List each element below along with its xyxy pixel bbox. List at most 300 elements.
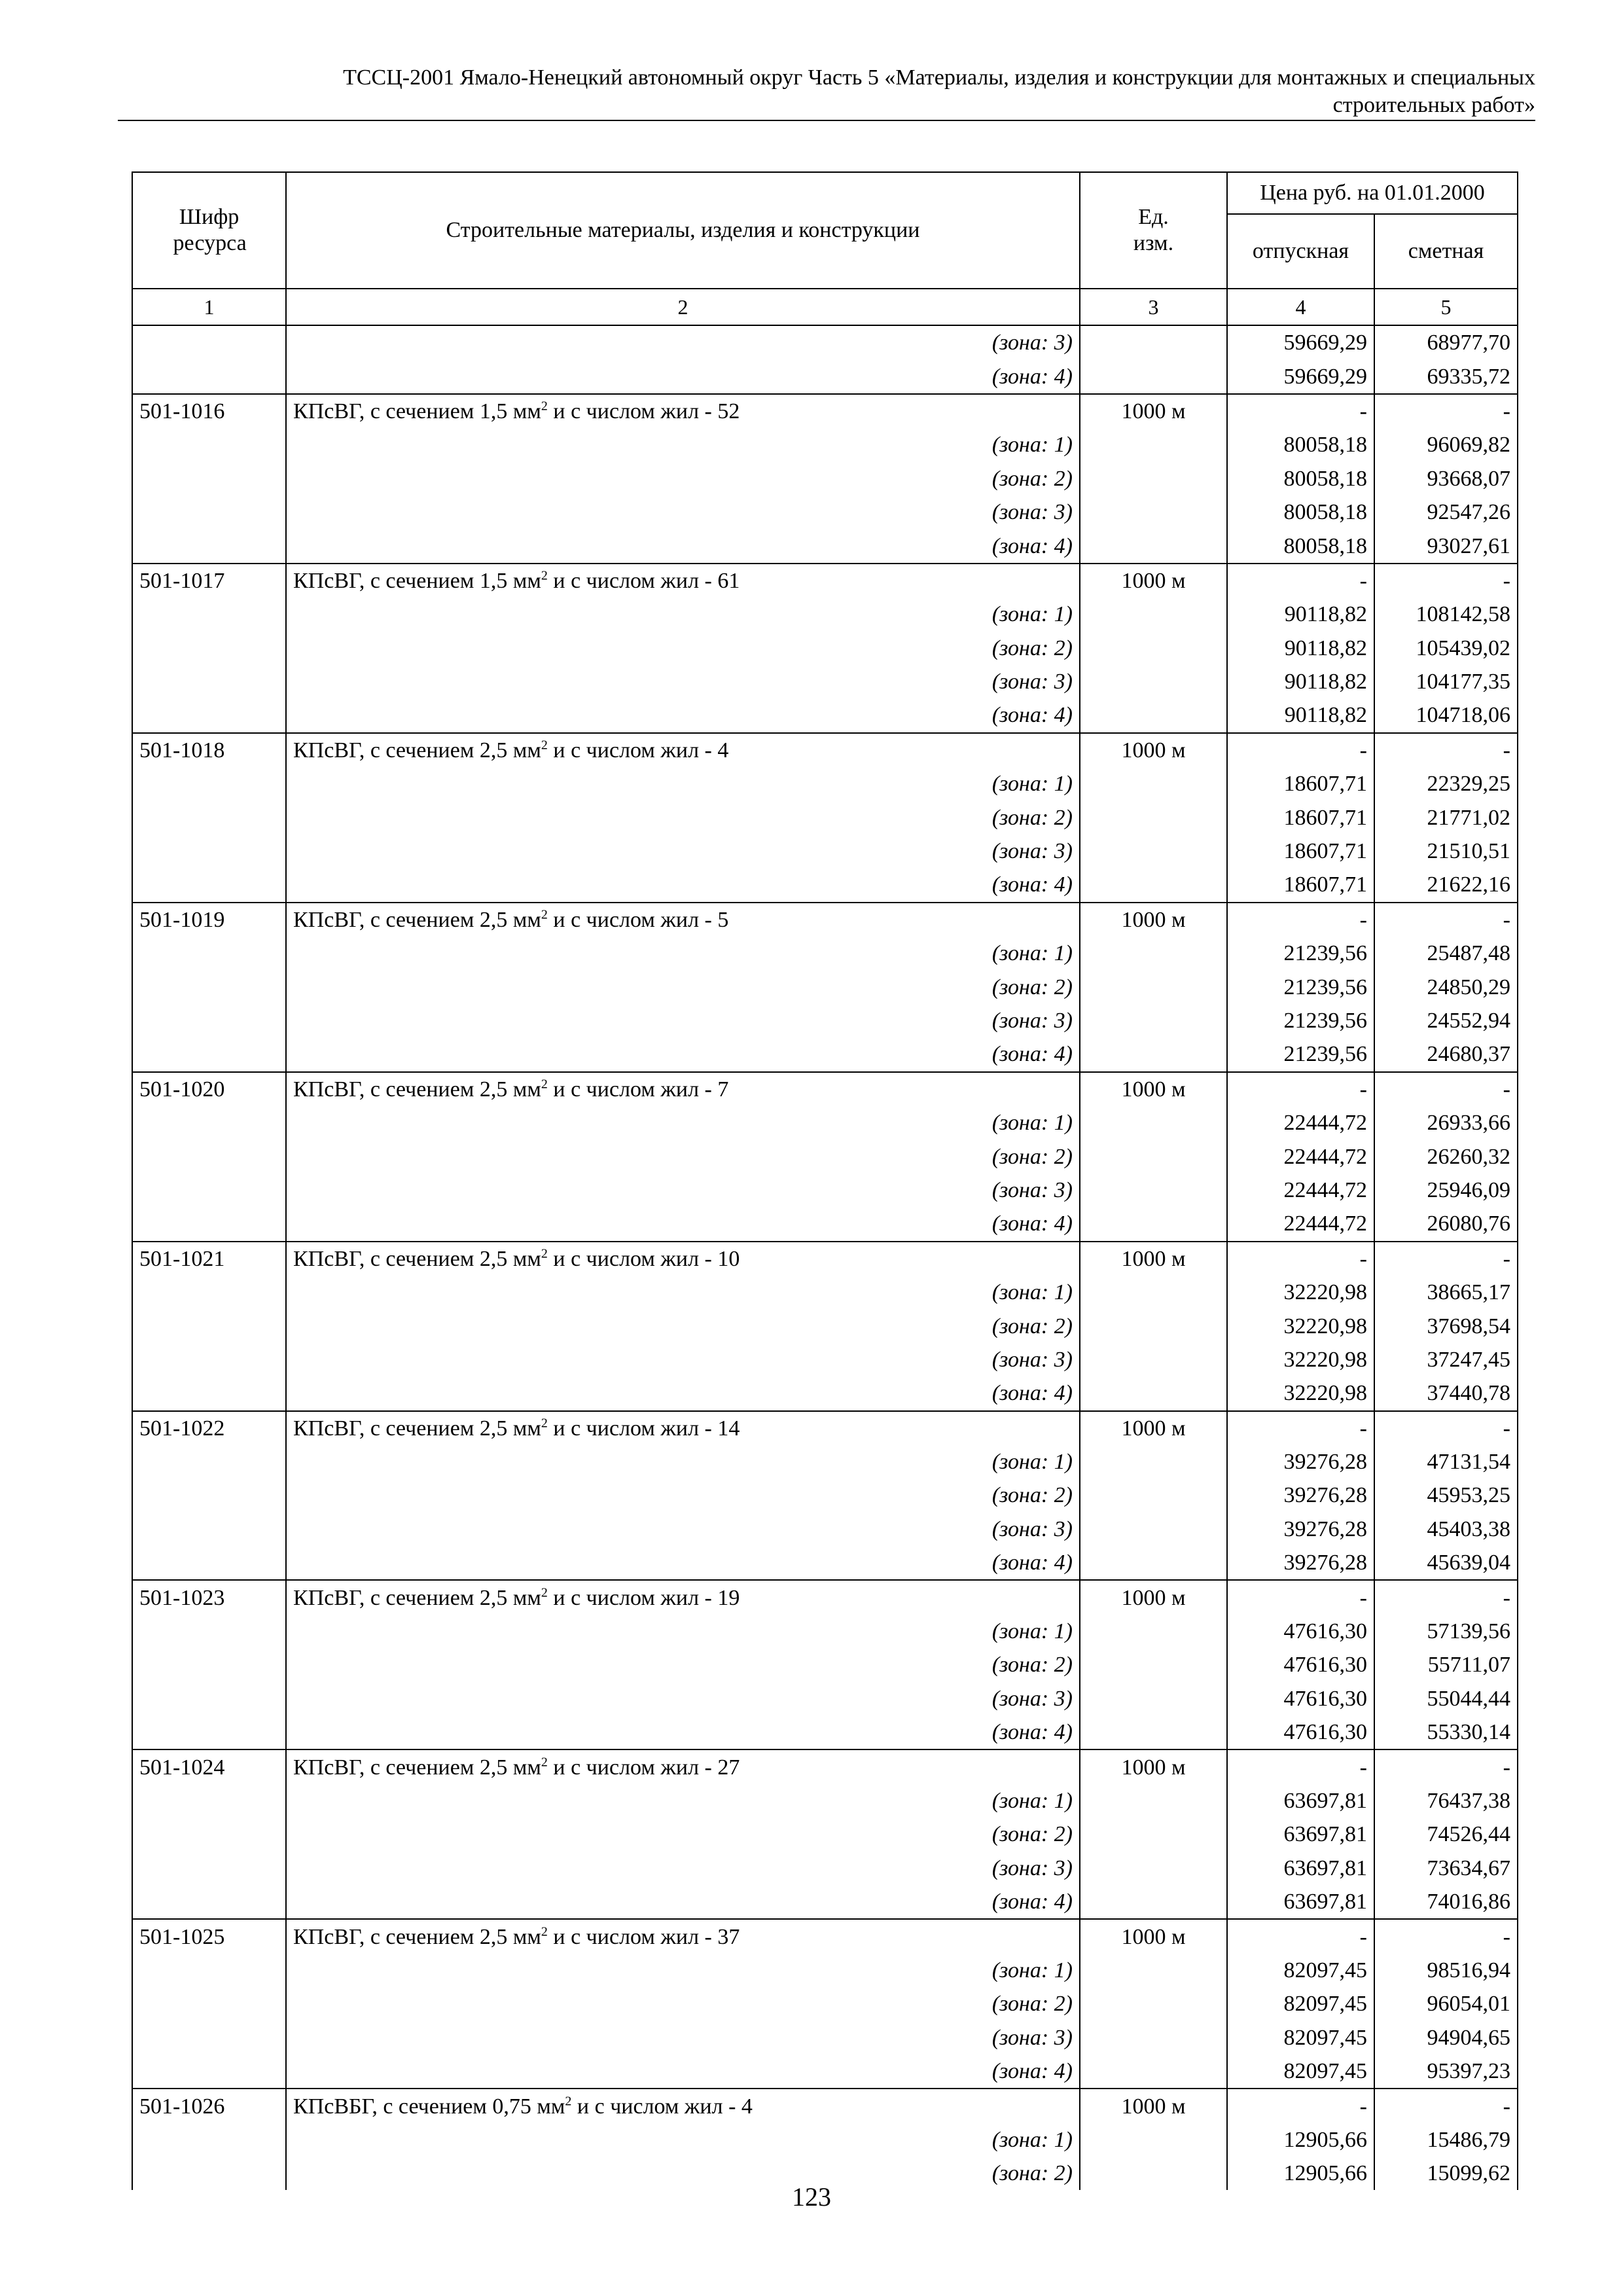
release-price: - — [1227, 1919, 1374, 1953]
zone-label: (зона: 4) — [286, 698, 1080, 732]
table-header — [132, 172, 1518, 325]
unit-empty — [1080, 1445, 1227, 1479]
material-name — [286, 1919, 1080, 1953]
table-row-zone — [132, 1987, 1518, 2020]
zone-label: (зона: 1) — [286, 428, 1080, 461]
release-price: 21239,56 — [1227, 1004, 1374, 1037]
material-name-suffix: и с числом жил - 14 — [547, 1416, 740, 1441]
release-price: 18607,71 — [1227, 800, 1374, 834]
zone-label: (зона: 2) — [286, 970, 1080, 1003]
resource-code-empty — [132, 1954, 286, 1987]
table-row-item — [132, 2089, 1518, 2123]
zone-label: (зона: 4) — [286, 1207, 1080, 1241]
table-row-zone — [132, 462, 1518, 495]
material-name-suffix: и с числом жил - 10 — [547, 1246, 740, 1271]
table-row-zone — [132, 1309, 1518, 1342]
table-row-zone — [132, 2021, 1518, 2054]
unit-of-measure: 1000 м — [1080, 1919, 1227, 1953]
resource-code-empty — [132, 1885, 286, 1919]
release-price: - — [1227, 564, 1374, 598]
release-price: 90118,82 — [1227, 698, 1374, 732]
estimate-price: - — [1374, 1919, 1518, 1953]
release-price: 90118,82 — [1227, 665, 1374, 698]
resource-code-empty — [132, 1615, 286, 1648]
estimate-price: 25946,09 — [1374, 1174, 1518, 1207]
material-name — [286, 394, 1080, 428]
zone-label: (зона: 1) — [286, 598, 1080, 631]
table-row-zone — [132, 800, 1518, 834]
unit-empty — [1080, 1004, 1227, 1037]
unit-empty — [1080, 1276, 1227, 1309]
resource-code-empty — [132, 1207, 286, 1241]
unit-empty — [1080, 359, 1227, 393]
zone-label: (зона: 1) — [286, 1276, 1080, 1309]
resource-code-empty — [132, 1037, 286, 1071]
material-name-text: КПсВГ, с сечением 2,5 мм — [293, 1755, 541, 1780]
table-row-zone — [132, 1546, 1518, 1580]
material-name-suffix: и с числом жил - 4 — [547, 738, 729, 762]
release-price: - — [1227, 1411, 1374, 1445]
zone-label: (зона: 2) — [286, 462, 1080, 495]
resource-code: 501-1019 — [132, 903, 286, 937]
material-name-text: КПсВГ, с сечением 1,5 мм — [293, 399, 541, 423]
estimate-price: 26933,66 — [1374, 1106, 1518, 1139]
material-name-suffix: и с числом жил - 52 — [547, 399, 740, 423]
resource-code-empty — [132, 1987, 286, 2020]
col-header-unit-label: Ед. изм. — [1133, 205, 1174, 255]
material-name-text: КПсВГ, с сечением 2,5 мм — [293, 907, 541, 932]
estimate-price: 94904,65 — [1374, 2021, 1518, 2054]
col-header-code — [132, 172, 286, 289]
resource-code-empty — [132, 1343, 286, 1376]
unit-superscript: 2 — [541, 1924, 548, 1939]
table-row-zone — [132, 868, 1518, 902]
unit-superscript: 2 — [541, 1246, 548, 1261]
table-row-zone — [132, 428, 1518, 461]
estimate-price: 24552,94 — [1374, 1004, 1518, 1037]
col-header-unit — [1080, 172, 1227, 289]
resource-code-empty — [132, 359, 286, 393]
resource-code-empty — [132, 970, 286, 1003]
unit-empty — [1080, 462, 1227, 495]
resource-code-empty — [132, 834, 286, 868]
estimate-price: 37440,78 — [1374, 1376, 1518, 1410]
resource-code-empty — [132, 325, 286, 359]
release-price: - — [1227, 2089, 1374, 2123]
table-row-zone — [132, 1615, 1518, 1648]
material-name-text: КПсВГ, с сечением 2,5 мм — [293, 1246, 541, 1271]
unit-empty — [1080, 325, 1227, 359]
table-row-item — [132, 733, 1518, 767]
resource-code-empty — [132, 1682, 286, 1715]
unit-empty — [1080, 1546, 1227, 1580]
table-row-zone — [132, 2123, 1518, 2157]
unit-empty — [1080, 1954, 1227, 1987]
estimate-price: 76437,38 — [1374, 1784, 1518, 1818]
table-row-item — [132, 564, 1518, 598]
estimate-price: 37247,45 — [1374, 1343, 1518, 1376]
col-header-name: Строительные материалы, изделия и конструкции — [286, 172, 1080, 289]
estimate-price: 38665,17 — [1374, 1276, 1518, 1309]
resource-code-empty — [132, 1174, 286, 1207]
resource-code-empty — [132, 800, 286, 834]
table-row-zone — [132, 1682, 1518, 1715]
estimate-price: - — [1374, 1242, 1518, 1276]
unit-empty — [1080, 665, 1227, 698]
col-header-code-label: Шифр ресурса — [173, 205, 247, 255]
resource-code-empty — [132, 868, 286, 902]
col-number-3: 3 — [1080, 289, 1227, 325]
release-price: 47616,30 — [1227, 1682, 1374, 1715]
zone-label: (зона: 4) — [286, 1376, 1080, 1410]
table-row-zone — [132, 937, 1518, 970]
zone-label: (зона: 2) — [286, 1648, 1080, 1681]
release-price: 59669,29 — [1227, 359, 1374, 393]
unit-superscript: 2 — [541, 1755, 548, 1770]
estimate-price: 26260,32 — [1374, 1139, 1518, 1173]
estimate-price: - — [1374, 564, 1518, 598]
page-number: 123 — [792, 2182, 831, 2212]
release-price: 18607,71 — [1227, 767, 1374, 800]
material-name — [286, 1580, 1080, 1614]
material-name-text: КПсВГ, с сечением 2,5 мм — [293, 1585, 541, 1610]
table-row-zone — [132, 834, 1518, 868]
zone-label: (зона: 3) — [286, 1343, 1080, 1376]
table-row-zone — [132, 767, 1518, 800]
release-price: 63697,81 — [1227, 1885, 1374, 1919]
release-price: 90118,82 — [1227, 632, 1374, 665]
resource-code-empty — [132, 1715, 286, 1749]
table-row-zone — [132, 1174, 1518, 1207]
table-row-zone — [132, 529, 1518, 563]
resource-code-empty — [132, 2054, 286, 2089]
resource-code-empty — [132, 529, 286, 563]
material-name — [286, 1072, 1080, 1106]
resource-code-empty — [132, 2123, 286, 2157]
estimate-price: 15486,79 — [1374, 2123, 1518, 2157]
resource-code-empty — [132, 1376, 286, 1410]
release-price: 63697,81 — [1227, 1784, 1374, 1818]
table-row-item — [132, 1072, 1518, 1106]
unit-of-measure: 1000 м — [1080, 733, 1227, 767]
release-price: - — [1227, 1072, 1374, 1106]
resource-code-empty — [132, 698, 286, 732]
zone-label: (зона: 3) — [286, 1682, 1080, 1715]
release-price: 21239,56 — [1227, 1037, 1374, 1071]
zone-label: (зона: 1) — [286, 1784, 1080, 1818]
release-price: 21239,56 — [1227, 970, 1374, 1003]
resource-code-empty — [132, 1784, 286, 1818]
estimate-price: 15099,62 — [1374, 2157, 1518, 2190]
release-price: - — [1227, 733, 1374, 767]
table-row-zone — [132, 1648, 1518, 1681]
unit-empty — [1080, 1376, 1227, 1410]
resource-code-empty — [132, 1648, 286, 1681]
material-name-suffix: и с числом жил - 4 — [571, 2094, 753, 2119]
resource-code-empty — [132, 462, 286, 495]
unit-empty — [1080, 1818, 1227, 1851]
resource-code-empty — [132, 598, 286, 631]
unit-empty — [1080, 529, 1227, 563]
estimate-price: 105439,02 — [1374, 632, 1518, 665]
release-price: 82097,45 — [1227, 2054, 1374, 2089]
unit-empty — [1080, 1885, 1227, 1919]
release-price: 39276,28 — [1227, 1445, 1374, 1479]
unit-empty — [1080, 1139, 1227, 1173]
col-number-2: 2 — [286, 289, 1080, 325]
estimate-price: - — [1374, 903, 1518, 937]
resource-code-empty — [132, 1818, 286, 1851]
table-row-zone — [132, 1343, 1518, 1376]
release-price: - — [1227, 1749, 1374, 1784]
resource-code: 501-1023 — [132, 1580, 286, 1614]
resource-code-empty — [132, 1139, 286, 1173]
unit-empty — [1080, 1784, 1227, 1818]
estimate-price: 47131,54 — [1374, 1445, 1518, 1479]
release-price: 12905,66 — [1227, 2123, 1374, 2157]
header-line-1: ТССЦ-2001 Ямало-Ненецкий автономный округ Часть 5 «Материалы, изделия и конструкции для монтажных и специальных — [343, 65, 1535, 90]
col-header-release: отпускная — [1227, 214, 1374, 289]
table-row-zone — [132, 1784, 1518, 1818]
unit-empty — [1080, 1615, 1227, 1648]
material-name — [286, 733, 1080, 767]
unit-superscript: 2 — [541, 1416, 548, 1431]
estimate-price: - — [1374, 1749, 1518, 1784]
estimate-price: - — [1374, 394, 1518, 428]
estimate-price: 93027,61 — [1374, 529, 1518, 563]
unit-empty — [1080, 2021, 1227, 2054]
zone-label: (зона: 1) — [286, 1954, 1080, 1987]
zone-label: (зона: 3) — [286, 1852, 1080, 1885]
material-name-suffix: и с числом жил - 61 — [547, 568, 740, 593]
release-price: - — [1227, 903, 1374, 937]
unit-empty — [1080, 1479, 1227, 1512]
header-divider — [118, 120, 1535, 121]
estimate-price: 45953,25 — [1374, 1479, 1518, 1512]
col-header-price-group: Цена руб. на 01.01.2000 — [1227, 172, 1518, 214]
table-row-zone — [132, 1445, 1518, 1479]
unit-empty — [1080, 767, 1227, 800]
table-row-zone — [132, 325, 1518, 359]
unit-superscript: 2 — [541, 907, 548, 922]
release-price: 59669,29 — [1227, 325, 1374, 359]
release-price: 80058,18 — [1227, 495, 1374, 529]
estimate-price: 95397,23 — [1374, 2054, 1518, 2089]
zone-label: (зона: 3) — [286, 2021, 1080, 2054]
page-header — [118, 64, 1535, 119]
zone-label: (зона: 1) — [286, 937, 1080, 970]
table-row-zone — [132, 1004, 1518, 1037]
zone-label: (зона: 4) — [286, 1885, 1080, 1919]
table-row-zone — [132, 1207, 1518, 1241]
estimate-price: 92547,26 — [1374, 495, 1518, 529]
zone-label: (зона: 1) — [286, 1106, 1080, 1139]
zone-label: (зона: 3) — [286, 834, 1080, 868]
unit-empty — [1080, 1037, 1227, 1071]
unit-superscript: 2 — [541, 738, 548, 753]
resource-code-empty — [132, 937, 286, 970]
table-row-item — [132, 1411, 1518, 1445]
unit-superscript: 2 — [541, 1585, 548, 1600]
estimate-price: - — [1374, 733, 1518, 767]
estimate-price: 55711,07 — [1374, 1648, 1518, 1681]
release-price: 32220,98 — [1227, 1343, 1374, 1376]
unit-of-measure: 1000 м — [1080, 564, 1227, 598]
resource-code-empty — [132, 495, 286, 529]
estimate-price: 21771,02 — [1374, 800, 1518, 834]
unit-of-measure: 1000 м — [1080, 1411, 1227, 1445]
unit-empty — [1080, 698, 1227, 732]
unit-superscript: 2 — [565, 2094, 572, 2109]
table-body — [132, 325, 1518, 2190]
resource-code-empty — [132, 1004, 286, 1037]
estimate-price: 45403,38 — [1374, 1513, 1518, 1546]
zone-label: (зона: 3) — [286, 325, 1080, 359]
unit-empty — [1080, 800, 1227, 834]
resource-code-empty — [132, 428, 286, 461]
estimate-price: - — [1374, 1072, 1518, 1106]
unit-superscript: 2 — [541, 568, 548, 583]
release-price: 90118,82 — [1227, 598, 1374, 631]
estimate-price: 24680,37 — [1374, 1037, 1518, 1071]
material-name — [286, 564, 1080, 598]
release-price: 82097,45 — [1227, 1987, 1374, 2020]
resource-code: 501-1022 — [132, 1411, 286, 1445]
unit-empty — [1080, 834, 1227, 868]
material-name-suffix: и с числом жил - 7 — [547, 1077, 729, 1102]
release-price: 47616,30 — [1227, 1615, 1374, 1648]
unit-of-measure: 1000 м — [1080, 394, 1227, 428]
unit-of-measure: 1000 м — [1080, 2089, 1227, 2123]
release-price: 39276,28 — [1227, 1513, 1374, 1546]
zone-label: (зона: 2) — [286, 632, 1080, 665]
col-number-5: 5 — [1374, 289, 1518, 325]
zone-label: (зона: 3) — [286, 665, 1080, 698]
estimate-price: 55330,14 — [1374, 1715, 1518, 1749]
estimate-price: 73634,67 — [1374, 1852, 1518, 1885]
estimate-price: 24850,29 — [1374, 970, 1518, 1003]
zone-label: (зона: 3) — [286, 1513, 1080, 1546]
table-row-item — [132, 1580, 1518, 1614]
estimate-price: - — [1374, 1411, 1518, 1445]
zone-label: (зона: 1) — [286, 1445, 1080, 1479]
col-number-1: 1 — [132, 289, 286, 325]
release-price: 32220,98 — [1227, 1376, 1374, 1410]
table-row-zone — [132, 1106, 1518, 1139]
estimate-price: 22329,25 — [1374, 767, 1518, 800]
material-name-suffix: и с числом жил - 27 — [547, 1755, 740, 1780]
release-price: 47616,30 — [1227, 1648, 1374, 1681]
zone-label: (зона: 4) — [286, 1037, 1080, 1071]
release-price: 47616,30 — [1227, 1715, 1374, 1749]
unit-empty — [1080, 2054, 1227, 2089]
resource-code-empty — [132, 1106, 286, 1139]
estimate-price: - — [1374, 1580, 1518, 1614]
unit-empty — [1080, 598, 1227, 631]
resource-code: 501-1025 — [132, 1919, 286, 1953]
release-price: 39276,28 — [1227, 1479, 1374, 1512]
resource-code: 501-1016 — [132, 394, 286, 428]
release-price: 22444,72 — [1227, 1207, 1374, 1241]
release-price: - — [1227, 1242, 1374, 1276]
unit-empty — [1080, 970, 1227, 1003]
estimate-price: 69335,72 — [1374, 359, 1518, 393]
estimate-price: 74526,44 — [1374, 1818, 1518, 1851]
estimate-price: 104718,06 — [1374, 698, 1518, 732]
material-name — [286, 1749, 1080, 1784]
table-row-zone — [132, 1479, 1518, 1512]
resource-code-empty — [132, 665, 286, 698]
table-row-zone — [132, 1818, 1518, 1851]
table-row-zone — [132, 495, 1518, 529]
resource-code: 501-1021 — [132, 1242, 286, 1276]
unit-of-measure: 1000 м — [1080, 903, 1227, 937]
zone-label: (зона: 4) — [286, 1546, 1080, 1580]
zone-label: (зона: 1) — [286, 2123, 1080, 2157]
material-name-text: КПсВГ, с сечением 1,5 мм — [293, 568, 541, 593]
estimate-price: 104177,35 — [1374, 665, 1518, 698]
table-row-zone — [132, 598, 1518, 631]
resource-code-empty — [132, 632, 286, 665]
table-row-zone — [132, 665, 1518, 698]
estimate-price: 74016,86 — [1374, 1885, 1518, 1919]
material-name-text: КПсВБГ, с сечением 0,75 мм — [293, 2094, 565, 2119]
material-name-text: КПсВГ, с сечением 2,5 мм — [293, 738, 541, 762]
resource-code: 501-1018 — [132, 733, 286, 767]
table-row-zone — [132, 2054, 1518, 2089]
estimate-price: - — [1374, 2089, 1518, 2123]
unit-of-measure: 1000 м — [1080, 1580, 1227, 1614]
unit-empty — [1080, 1682, 1227, 1715]
table-row-zone — [132, 1885, 1518, 1919]
unit-of-measure: 1000 м — [1080, 1749, 1227, 1784]
table-row-zone — [132, 1376, 1518, 1410]
table-row-zone — [132, 1276, 1518, 1309]
estimate-price: 93668,07 — [1374, 462, 1518, 495]
unit-empty — [1080, 1852, 1227, 1885]
release-price: 32220,98 — [1227, 1276, 1374, 1309]
table-row-item — [132, 1749, 1518, 1784]
release-price: 80058,18 — [1227, 529, 1374, 563]
unit-empty — [1080, 1987, 1227, 2020]
estimate-price: 96054,01 — [1374, 1987, 1518, 2020]
material-name-suffix: и с числом жил - 5 — [547, 907, 729, 932]
release-price: - — [1227, 394, 1374, 428]
release-price: 82097,45 — [1227, 2021, 1374, 2054]
unit-empty — [1080, 1309, 1227, 1342]
zone-label: (зона: 1) — [286, 767, 1080, 800]
resource-code: 501-1026 — [132, 2089, 286, 2123]
zone-label: (зона: 3) — [286, 495, 1080, 529]
unit-empty — [1080, 1106, 1227, 1139]
unit-empty — [1080, 937, 1227, 970]
estimate-price: 37698,54 — [1374, 1309, 1518, 1342]
release-price: 80058,18 — [1227, 428, 1374, 461]
release-price: 12905,66 — [1227, 2157, 1374, 2190]
unit-of-measure: 1000 м — [1080, 1072, 1227, 1106]
estimate-price: 68977,70 — [1374, 325, 1518, 359]
zone-label: (зона: 2) — [286, 1139, 1080, 1173]
zone-label: (зона: 4) — [286, 2054, 1080, 2089]
resource-code-empty — [132, 2021, 286, 2054]
material-name — [286, 1411, 1080, 1445]
table-row-zone — [132, 1037, 1518, 1071]
release-price: - — [1227, 1580, 1374, 1614]
unit-superscript: 2 — [541, 1077, 548, 1092]
resource-code-empty — [132, 1445, 286, 1479]
release-price: 18607,71 — [1227, 834, 1374, 868]
estimate-price: 55044,44 — [1374, 1682, 1518, 1715]
